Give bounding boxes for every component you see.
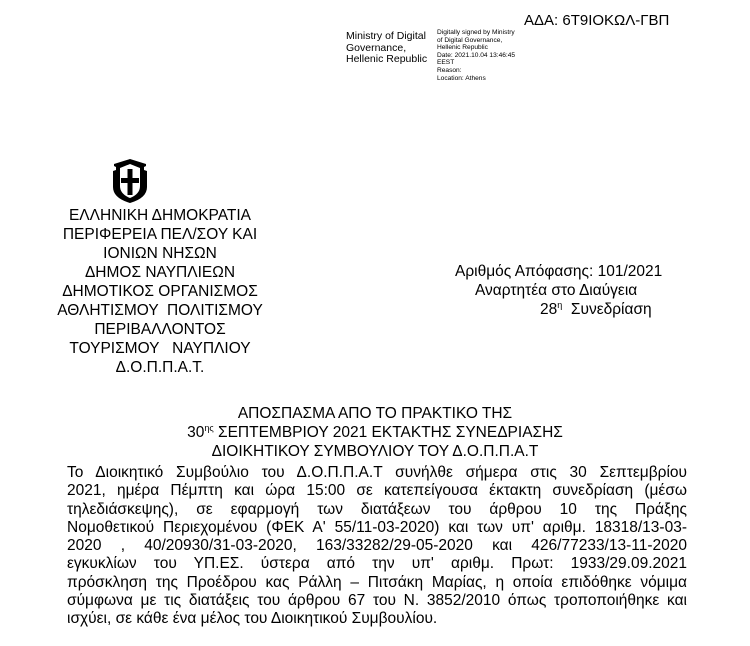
signature-line: Digitally signed by Ministry — [437, 29, 515, 36]
paragraph-line: ισχύει, σε κάθε ένα μέλος του Διοικητικού Συμβουλίου. — [67, 610, 438, 628]
paragraph-line: Το Διοικητικό Συμβούλιο του Δ.Ο.Π.Π.Α.Τ συνήλθε σήμερα στις 30 Σεπτεμβρίου — [67, 464, 687, 481]
org-line: ΠΕΡΙΒΑΛΛΟΝΤΟΣ — [94, 321, 226, 338]
org-line: ΔΗΜΟΤΙΚΟΣ ΟΡΓΑΝΙΣΜΟΣ — [62, 283, 258, 300]
paragraph-line: σύμφωνα με τις διατάξεις του άρθρου 67 του Ν. 3852/2010 όπως τροποποιήθηκε και — [67, 592, 687, 610]
title-session-text: ΣΕΠΤΕΜΒΡΙΟΥ 2021 ΕΚΤΑΚΤΗΣ ΣΥΝΕΔΡΙΑΣΗΣ — [213, 424, 563, 441]
org-line: ΕΛΛΗΝΙΚΗ ΔΗΜΟΚΡΑΤΙΑ — [68, 207, 252, 224]
org-line: ΔΗΜΟΣ ΝΑΥΠΛΙΕΩΝ — [84, 264, 236, 281]
title-line — [0, 423, 750, 442]
org-line: ΙΟΝΙΩΝ ΝΗΣΩΝ — [103, 245, 217, 262]
document-title — [0, 404, 750, 461]
signature-line: Hellenic Republic — [437, 44, 488, 52]
decision-number: Αριθμός Απόφασης: 101/2021 — [455, 263, 663, 280]
organization-block — [40, 206, 280, 377]
title-line: ΑΠΟΣΠΑΣΜΑ ΑΠΟ ΤΟ ΠΡΑΚΤΙΚΟ ΤΗΣ — [237, 405, 513, 422]
title-date-ordinal: ης — [204, 422, 214, 433]
signer-line: Governance, — [346, 41, 407, 54]
paragraph-line: 2020 , 40/20930/31-03-2020, 163/33282/29-05-2020 και 426/77233/13-11-2020 — [67, 537, 687, 555]
org-line: ΑΘΛΗΤΙΣΜΟΥ ΠΟΛΙΤΙΣΜΟΥ — [57, 302, 263, 319]
ada-code: ΑΔΑ: 6Τ9ΙΟΚΩΛ-ΓΒΠ — [524, 12, 670, 29]
title-date-number: 30 — [187, 424, 205, 441]
org-line: ΤΟΥΡΙΣΜΟΥ ΝΑΥΠΛΙΟΥ — [69, 340, 251, 357]
posting-note: Αναρτητέα στο Διαύγεια — [475, 282, 638, 299]
org-line: Δ.Ο.Π.Π.Α.Τ. — [115, 359, 205, 376]
greek-coat-of-arms-icon — [107, 158, 153, 204]
org-line: ΠΕΡΙΦΕΡΕΙΑ ΠΕΛ/ΣΟΥ ΚΑΙ — [62, 226, 258, 243]
signature-details — [437, 29, 515, 82]
digital-signer — [346, 31, 427, 66]
signer-line: Hellenic Republic — [346, 53, 428, 65]
paragraph-line: 2021, ημέρα Πέμπτη και ώρα 15:00 σε κατεπείγουσα έκτακτη συνεδρίαση (μέσω — [67, 482, 687, 500]
signature-line: Location: Athens — [437, 74, 486, 82]
body-paragraph — [67, 464, 687, 629]
session-word: Συνεδρίαση — [570, 301, 652, 318]
paragraph-line: Νομοθετικού Περιεχομένου (ΦΕΚ Α' 55/11-03-2020) και των υπ' αριθμ. 18318/13-03- — [67, 518, 687, 536]
signature-line: Date: 2021.10.04 13:46:45 — [437, 51, 516, 59]
session-line — [455, 300, 735, 319]
paragraph-line: εγκυκλίων του ΥΠ.ΕΣ. ύστερα από την υπ' αριθμ. Πρωτ: 1933/29.09.2021 — [67, 555, 687, 573]
title-line: ΔΙΟΙΚΗΤΙΚΟΥ ΣΥΜΒΟΥΛΙΟΥ ΤΟΥ Δ.Ο.Π.Π.Α.Τ — [211, 443, 539, 460]
paragraph-line: τηλεδιάσκεψης), σε εφαρμογή των διατάξεων του άρθρου 10 της Πράξης — [67, 500, 687, 518]
paragraph-line: πρόσκληση της Προέδρου κας Ράλλη – Πιτσάκη Μαρίας, η οποία επιδόθηκε νόμιμα — [67, 573, 687, 591]
session-number: 28 — [540, 301, 558, 318]
signer-line: Ministry of Digital — [346, 30, 426, 42]
signature-line: of Digital Governance, — [437, 36, 503, 44]
decision-block — [455, 262, 735, 319]
signature-line: EEST — [437, 59, 455, 67]
session-ordinal: η — [557, 299, 563, 310]
signature-line: Reason: — [437, 66, 462, 74]
